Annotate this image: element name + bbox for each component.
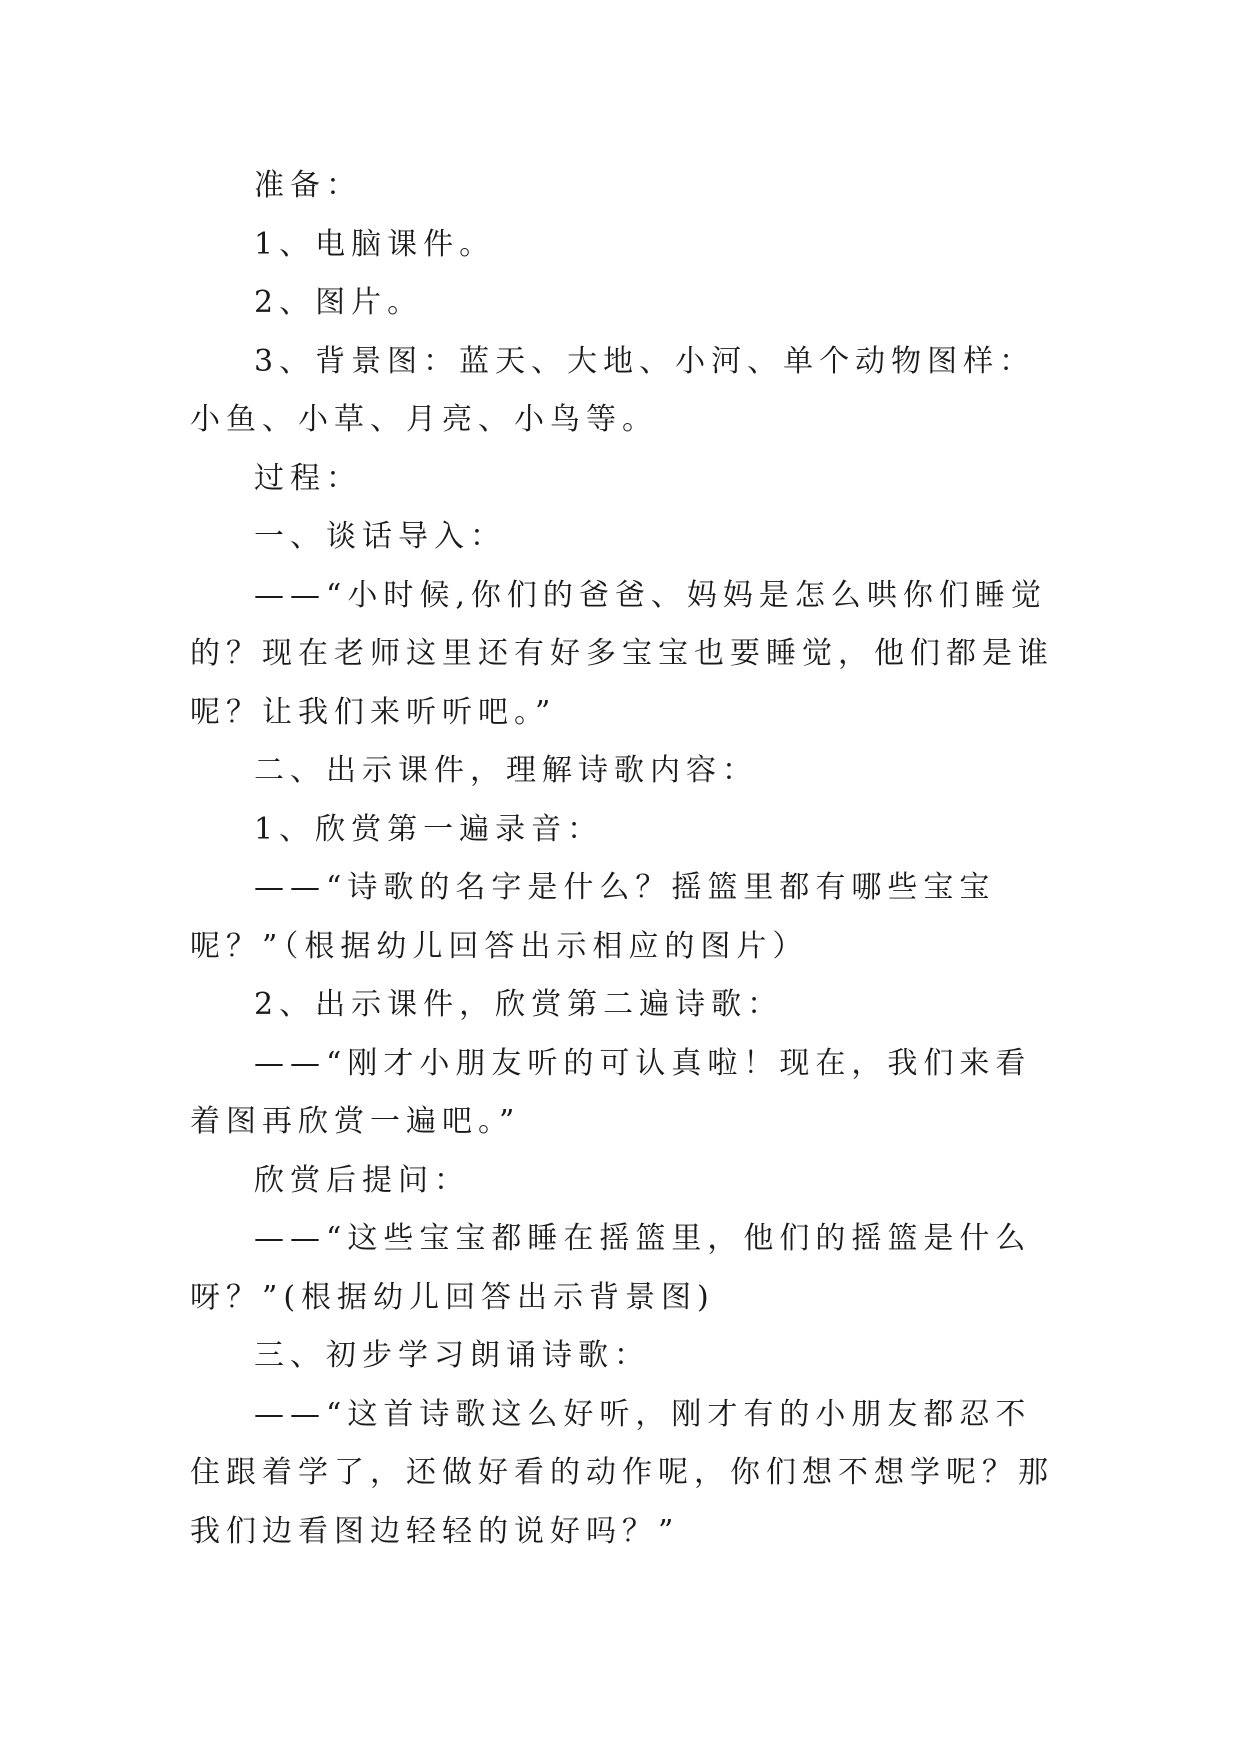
section-heading-preparation: 准备： [254, 168, 362, 203]
body-paragraph: 欣赏后提问： [254, 1162, 470, 1198]
body-paragraph: ——“这些宝宝都睡在摇篮里，他们的摇篮是什么呀？”(根据幼儿回答出示背景图) [190, 1221, 1032, 1315]
list-item: 3、背景图：蓝天、大地、小河、单个动物图样：小鱼、小草、月亮、小鸟等。 [190, 343, 1036, 437]
list-item: 2、出示课件，欣赏第二遍诗歌： [254, 987, 784, 1022]
list-item: 1、欣赏第一遍录音： [254, 811, 604, 847]
step-heading: 二、出示课件，理解诗歌内容： [254, 753, 758, 788]
document-body [190, 157, 1060, 1561]
body-paragraph: ——“这首诗歌这么好听，刚才有的小朋友都忍不住跟着学了，还做好看的动作呢，你们想不想学呢？那我们边看图边轻轻的说好吗？” [190, 1396, 1054, 1549]
list-item: 2、图片。 [254, 285, 424, 320]
body-paragraph: ——“刚才小朋友听的可认真啦！现在，我们来看着图再欣赏一遍吧。” [190, 1045, 1032, 1139]
section-heading-process: 过程： [254, 460, 362, 496]
body-paragraph: ——“小时候,你们的爸爸、妈妈是怎么哄你们睡觉的？现在老师这里还有好多宝宝也要睡觉，他们都是谁呢？让我们来听听吧。” [190, 577, 1054, 730]
body-paragraph: ——“诗歌的名字是什么？摇篮里都有哪些宝宝呢？”（根据幼儿回答出示相应的图片） [190, 870, 996, 964]
list-item: 1、电脑课件。 [254, 226, 496, 262]
step-heading: 三、初步学习朗诵诗歌： [254, 1338, 650, 1373]
step-heading: 一、谈话导入： [254, 519, 506, 554]
